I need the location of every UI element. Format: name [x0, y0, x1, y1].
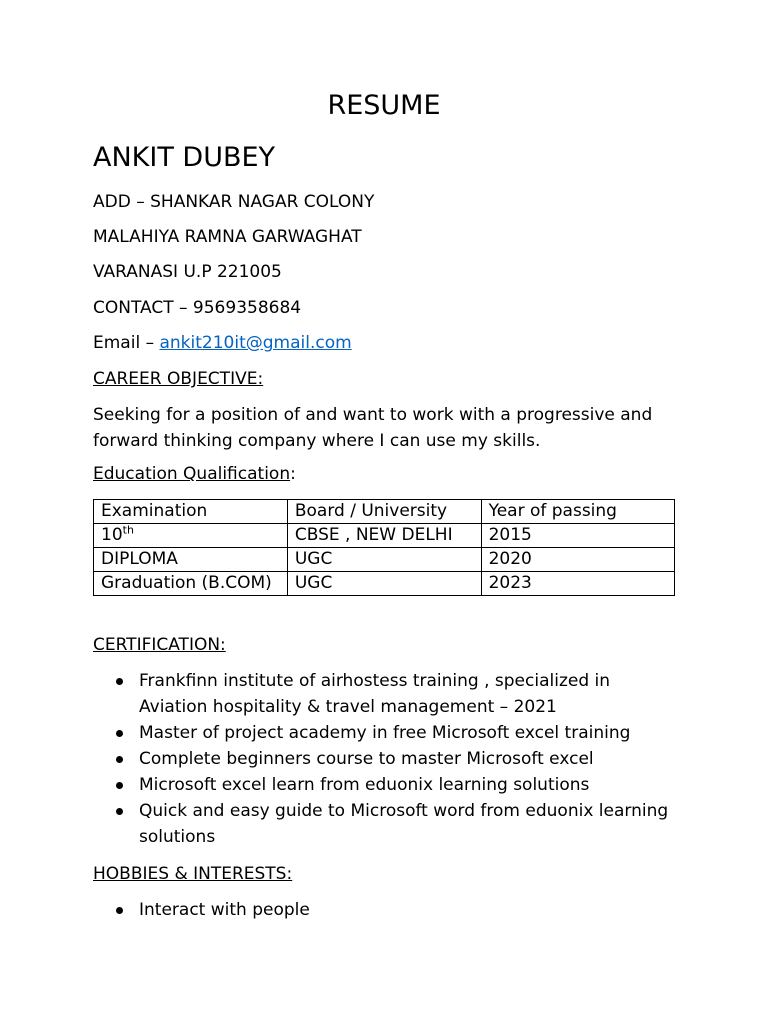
table-cell-board: UGC — [287, 548, 481, 572]
candidate-name: ANKIT DUBEY — [93, 142, 276, 173]
table-header-cell: Year of passing — [481, 500, 674, 524]
education-heading — [93, 462, 296, 486]
list-item-text: Master of project academy in free Microsoft excel training — [139, 723, 631, 743]
table-cell-exam — [94, 524, 288, 548]
list-item-text: Quick and easy guide to Microsoft word from eduonix learning solutions — [139, 801, 669, 847]
list-item — [93, 897, 683, 923]
education-heading-colon: : — [290, 464, 296, 484]
career-objective-heading: CAREER OBJECTIVE: — [93, 369, 264, 389]
bullet-icon — [116, 678, 123, 685]
list-item — [93, 798, 683, 850]
certification-heading: CERTIFICATION: — [93, 635, 226, 655]
education-table — [93, 499, 675, 596]
list-item — [93, 668, 683, 720]
table-cell-year: 2023 — [481, 572, 674, 596]
list-item-text: Microsoft excel learn from eduonix learning solutions — [139, 775, 590, 795]
bullet-icon — [116, 782, 123, 789]
bullet-icon — [116, 808, 123, 815]
address-line-3: VARANASI U.P 221005 — [93, 262, 282, 282]
contact-line: CONTACT – 9569358684 — [93, 298, 302, 318]
list-item-text: Frankfinn institute of airhostess training , specialized in Aviation hospitality & travel management – 2021 — [139, 671, 611, 717]
education-heading-text: Education Qualification — [93, 464, 291, 484]
address-line-1: ADD – SHANKAR NAGAR COLONY — [93, 192, 375, 212]
email-label: Email – — [93, 333, 160, 353]
table-cell-board: UGC — [287, 572, 481, 596]
table-cell-year: 2020 — [481, 548, 674, 572]
list-item — [93, 746, 683, 772]
document-title: RESUME — [327, 90, 441, 121]
exam-text: 10 — [101, 525, 123, 545]
certification-list — [93, 668, 683, 850]
table-header-row — [94, 500, 675, 524]
email-link[interactable]: ankit210it@gmail.com — [159, 333, 352, 353]
email-line — [93, 331, 352, 355]
exam-superscript: th — [122, 523, 134, 537]
list-item — [93, 720, 683, 746]
table-header-cell: Examination — [94, 500, 288, 524]
bullet-icon — [116, 756, 123, 763]
table-header-cell: Board / University — [287, 500, 481, 524]
hobbies-heading: HOBBIES & INTERESTS: — [93, 864, 293, 884]
bullet-icon — [116, 730, 123, 737]
table-cell-year: 2015 — [481, 524, 674, 548]
bullet-icon — [116, 907, 123, 914]
table-cell-board: CBSE , NEW DELHI — [287, 524, 481, 548]
hobbies-list — [93, 897, 683, 923]
list-item-text: Interact with people — [139, 900, 310, 920]
table-cell-exam: Graduation (B.COM) — [94, 572, 288, 596]
address-line-2: MALAHIYA RAMNA GARWAGHAT — [93, 227, 362, 247]
table-row — [94, 548, 675, 572]
table-row — [94, 572, 675, 596]
table-row — [94, 524, 675, 548]
list-item — [93, 772, 683, 798]
list-item-text: Complete beginners course to master Microsoft excel — [139, 749, 594, 769]
career-objective-text: Seeking for a position of and want to work with a progressive and forward thinking company where I can use my skills. — [93, 405, 653, 451]
table-cell-exam: DIPLOMA — [94, 548, 288, 572]
